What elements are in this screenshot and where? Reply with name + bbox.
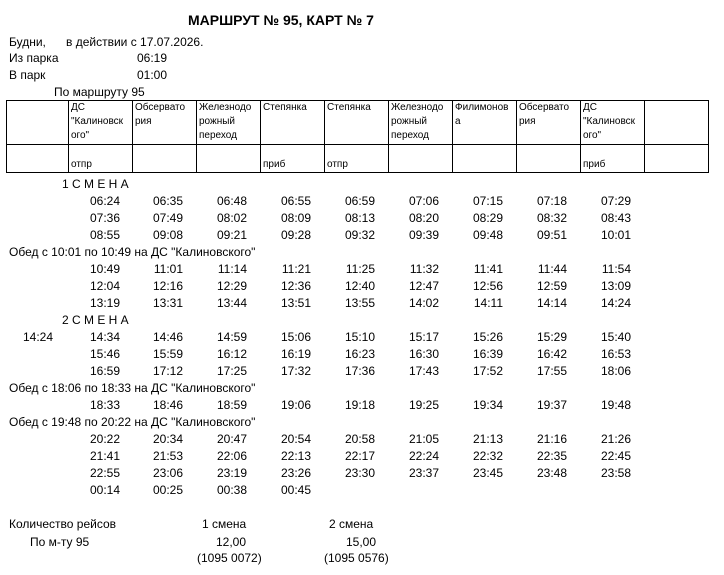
shift-start-time: 14:24: [23, 330, 54, 344]
time-cell: 06:48: [216, 194, 247, 208]
time-cell: 19:25: [408, 398, 439, 412]
stop-name-header: Железнодо рожный переход: [197, 101, 261, 145]
time-cell: 07:06: [408, 194, 439, 208]
stop-mark-header: [197, 145, 261, 173]
summary-route-label: По м-ту 95: [30, 535, 90, 549]
time-cell: 14:02: [408, 296, 439, 310]
time-cell: 15:46: [89, 347, 120, 361]
time-cell: 16:42: [536, 347, 567, 361]
time-cell: 00:38: [216, 483, 247, 497]
time-cell: 16:23: [344, 347, 375, 361]
time-cell: 08:20: [408, 211, 439, 225]
time-cell: 00:25: [152, 483, 183, 497]
time-cell: 12:29: [216, 279, 247, 293]
time-cell: 11:01: [153, 262, 183, 276]
time-cell: 08:09: [280, 211, 311, 225]
time-cell: 16:19: [280, 347, 311, 361]
time-cell: 08:43: [600, 211, 631, 225]
time-cell: 17:52: [472, 364, 503, 378]
time-cell: 11:41: [473, 262, 503, 276]
time-cell: 12:04: [89, 279, 120, 293]
header-blank-cell: [7, 145, 69, 173]
time-cell: 11:32: [409, 262, 439, 276]
time-cell: 16:53: [600, 347, 631, 361]
time-cell: 12:56: [472, 279, 503, 293]
shift2-code: (1095 0576): [324, 551, 389, 565]
time-cell: 17:36: [344, 364, 375, 378]
time-cell: 22:13: [280, 449, 311, 463]
time-cell: 20:22: [89, 432, 120, 446]
summary-label: Количество рейсов: [9, 517, 117, 531]
shift1-label: 1 смена: [202, 517, 247, 531]
time-cell: 22:17: [344, 449, 375, 463]
stop-name-header: Степянка: [261, 101, 325, 145]
header-blank-cell: [645, 145, 709, 173]
time-cell: 22:45: [600, 449, 631, 463]
time-cell: 21:53: [152, 449, 183, 463]
time-cell: 21:16: [536, 432, 567, 446]
route-label: По маршруту 95: [54, 85, 145, 99]
time-cell: 12:47: [408, 279, 439, 293]
time-cell: 21:05: [408, 432, 439, 446]
time-cell: 08:29: [472, 211, 503, 225]
header-blank-cell: [7, 101, 69, 145]
stop-name-header: Железнодо рожный переход: [389, 101, 453, 145]
stop-name-header: ДС "Калиновск ого": [581, 101, 645, 145]
time-cell: 12:36: [280, 279, 311, 293]
time-cell: 18:46: [152, 398, 183, 412]
time-cell: 06:55: [280, 194, 311, 208]
time-cell: 16:59: [89, 364, 120, 378]
time-cell: 15:26: [472, 330, 503, 344]
time-cell: 22:24: [408, 449, 439, 463]
time-cell: 10:49: [89, 262, 120, 276]
stop-name-header: Филимонов а: [453, 101, 517, 145]
time-cell: 16:30: [408, 347, 439, 361]
time-cell: 13:19: [89, 296, 120, 310]
time-cell: 20:34: [152, 432, 183, 446]
time-cell: 20:58: [344, 432, 375, 446]
lunch-break-note: Обед с 19:48 по 20:22 на ДС "Калиновского": [9, 415, 256, 429]
time-cell: 12:40: [344, 279, 375, 293]
time-cell: 18:06: [600, 364, 631, 378]
time-cell: 23:48: [536, 466, 567, 480]
time-cell: 16:39: [472, 347, 503, 361]
time-cell: 23:30: [344, 466, 375, 480]
time-cell: 18:33: [89, 398, 120, 412]
time-cell: 21:13: [472, 432, 503, 446]
time-cell: 20:54: [280, 432, 311, 446]
time-cell: 13:09: [600, 279, 631, 293]
time-cell: 10:01: [600, 228, 631, 242]
time-cell: 15:29: [536, 330, 567, 344]
time-cell: 15:06: [280, 330, 311, 344]
time-cell: 19:18: [344, 398, 375, 412]
stop-header-table: [6, 100, 709, 173]
time-cell: 07:36: [89, 211, 120, 225]
time-cell: 13:55: [344, 296, 375, 310]
time-cell: 08:02: [216, 211, 247, 225]
time-cell: 09:08: [152, 228, 183, 242]
page-title: МАРШРУТ № 95, КАРТ № 7: [188, 12, 374, 28]
time-cell: 09:32: [344, 228, 375, 242]
time-cell: 23:37: [408, 466, 439, 480]
from-park-label: Из парка: [9, 51, 59, 65]
time-cell: 12:59: [536, 279, 567, 293]
time-cell: 07:15: [472, 194, 503, 208]
time-cell: 14:34: [89, 330, 120, 344]
time-cell: 22:06: [216, 449, 247, 463]
time-cell: 14:11: [473, 296, 503, 310]
time-cell: 11:25: [345, 262, 375, 276]
time-cell: 23:45: [472, 466, 503, 480]
time-cell: 08:13: [344, 211, 375, 225]
time-cell: 14:46: [152, 330, 183, 344]
time-cell: 09:48: [472, 228, 503, 242]
shift1-code: (1095 0072): [197, 551, 262, 565]
time-cell: 08:32: [536, 211, 567, 225]
time-cell: 11:14: [217, 262, 247, 276]
time-cell: 13:51: [280, 296, 311, 310]
to-park-label: В парк: [9, 68, 46, 82]
stop-mark-header: [517, 145, 581, 173]
lunch-break-note: Обед с 10:01 по 10:49 на ДС "Калиновского": [9, 245, 256, 259]
time-cell: 06:24: [89, 194, 120, 208]
time-cell: 21:26: [600, 432, 631, 446]
time-cell: 06:35: [152, 194, 183, 208]
time-cell: 15:17: [408, 330, 439, 344]
time-cell: 18:59: [216, 398, 247, 412]
time-cell: 14:14: [536, 296, 567, 310]
time-cell: 20:47: [216, 432, 247, 446]
time-cell: 17:25: [216, 364, 247, 378]
time-cell: 13:31: [152, 296, 183, 310]
shift2-label: 2 смена: [329, 517, 374, 531]
from-park-time: 06:19: [137, 51, 168, 65]
time-cell: 14:24: [600, 296, 631, 310]
time-cell: 19:48: [600, 398, 631, 412]
stop-name-header: ДС "Калиновск ого": [69, 101, 133, 145]
time-cell: 22:32: [472, 449, 503, 463]
time-cell: 17:55: [536, 364, 567, 378]
time-cell: 11:21: [281, 262, 311, 276]
stop-mark-header: [133, 145, 197, 173]
stop-mark-header: отпр: [325, 145, 389, 173]
time-cell: 23:06: [152, 466, 183, 480]
header-blank-cell: [645, 101, 709, 145]
time-cell: 09:39: [408, 228, 439, 242]
time-cell: 00:14: [89, 483, 120, 497]
time-cell: 11:54: [601, 262, 631, 276]
time-cell: 06:59: [344, 194, 375, 208]
time-cell: 22:35: [536, 449, 567, 463]
time-cell: 15:10: [344, 330, 375, 344]
stop-mark-header: приб: [581, 145, 645, 173]
stop-mark-header: отпр: [69, 145, 133, 173]
stop-name-header: Обсервато рия: [517, 101, 581, 145]
day-type: Будни,: [9, 35, 46, 49]
stop-mark-header: приб: [261, 145, 325, 173]
time-cell: 08:55: [89, 228, 120, 242]
time-cell: 09:51: [536, 228, 567, 242]
shift-heading: 1 С М Е Н А: [62, 177, 129, 191]
time-cell: 17:32: [280, 364, 311, 378]
time-cell: 22:55: [89, 466, 120, 480]
time-cell: 23:58: [600, 466, 631, 480]
shift2-count: 15,00: [345, 535, 376, 549]
to-park-time: 01:00: [137, 68, 168, 82]
time-cell: 15:59: [152, 347, 183, 361]
time-cell: 07:29: [600, 194, 631, 208]
time-cell: 14:59: [216, 330, 247, 344]
stop-name-header: Обсервато рия: [133, 101, 197, 145]
time-cell: 09:21: [216, 228, 247, 242]
shift1-count: 12,00: [215, 535, 246, 549]
time-cell: 19:34: [472, 398, 503, 412]
time-cell: 16:12: [216, 347, 247, 361]
time-cell: 17:43: [408, 364, 439, 378]
time-cell: 09:28: [280, 228, 311, 242]
time-cell: 21:41: [89, 449, 120, 463]
time-cell: 13:44: [216, 296, 247, 310]
time-cell: 11:44: [537, 262, 567, 276]
stop-mark-header: [389, 145, 453, 173]
time-cell: 23:26: [280, 466, 311, 480]
time-cell: 07:18: [536, 194, 567, 208]
time-cell: 07:49: [152, 211, 183, 225]
valid-from: в действии с 17.07.2026.: [66, 35, 204, 49]
time-cell: 19:06: [280, 398, 311, 412]
shift-heading: 2 С М Е Н А: [62, 313, 129, 327]
time-cell: 19:37: [536, 398, 567, 412]
time-cell: 00:45: [280, 483, 311, 497]
stop-mark-header: [453, 145, 517, 173]
time-cell: 17:12: [152, 364, 183, 378]
lunch-break-note: Обед с 18:06 по 18:33 на ДС "Калиновского": [9, 381, 256, 395]
time-cell: 15:40: [600, 330, 631, 344]
stop-name-header: Степянка: [325, 101, 389, 145]
time-cell: 12:16: [152, 279, 183, 293]
time-cell: 23:19: [216, 466, 247, 480]
